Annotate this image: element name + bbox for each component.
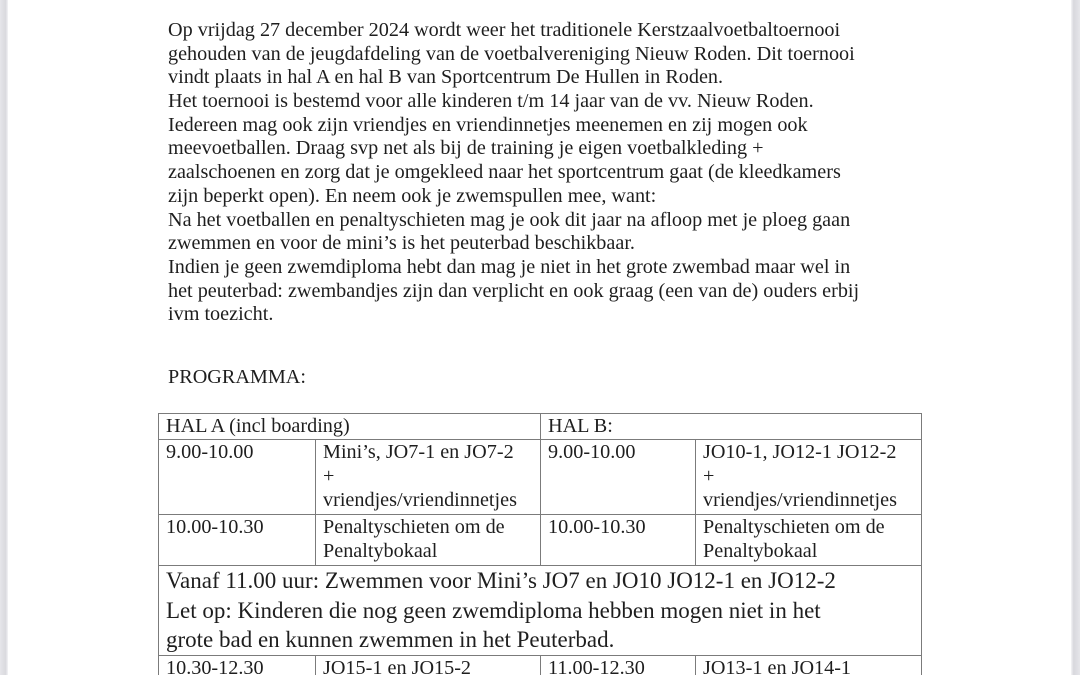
swimming-notice xyxy=(159,566,922,656)
schedule-table xyxy=(158,413,922,675)
notice-line: Let op: Kinderen die nog geen zwemdiploma hebben mogen niet in het xyxy=(166,597,821,623)
viewer-right-edge xyxy=(1071,0,1080,675)
hal-b-teams xyxy=(696,515,922,566)
cell-line: Mini’s, JO7-1 en JO7-2 xyxy=(323,441,514,463)
table-header-row xyxy=(159,414,922,440)
programma-heading: PROGRAMMA: xyxy=(168,366,306,388)
hal-b-teams: JO13-1 en JO14-1 xyxy=(696,655,922,675)
intro-line: vindt plaats in hal A en hal B van Sportcentrum De Hullen in Roden. xyxy=(168,66,724,89)
hal-b-header: HAL B: xyxy=(541,414,922,440)
intro-paragraph xyxy=(168,19,928,327)
hal-a-header: HAL A (incl boarding) xyxy=(159,414,541,440)
table-row xyxy=(159,515,922,566)
hal-a-teams: JO15-1 en JO15-2 xyxy=(316,655,541,675)
hal-b-time: 9.00-10.00 xyxy=(541,440,696,515)
swimming-notice-row xyxy=(159,566,922,656)
cell-line: + xyxy=(703,465,715,487)
cell-line: Penaltybokaal xyxy=(323,540,438,562)
intro-line: zijn beperkt open). En neem ook je zwemspullen mee, want: xyxy=(168,184,657,207)
intro-text xyxy=(168,19,928,327)
table-row xyxy=(159,440,922,515)
intro-line: gehouden van de jeugdafdeling van de voetbalvereniging Nieuw Roden. Dit toernooi xyxy=(168,42,855,65)
intro-line: Indien je geen zwemdiploma hebt dan mag je niet in het grote zwembad maar wel in xyxy=(168,255,851,278)
hal-a-teams xyxy=(316,440,541,515)
cell-line: JO10-1, JO12-1 JO12-2 xyxy=(703,441,897,463)
intro-line: Iedereen mag ook zijn vriendjes en vriendinnetjes meenemen en zij mogen ook xyxy=(168,113,808,136)
intro-line: ivm toezicht. xyxy=(168,303,274,326)
cell-line: vriendjes/vriendinnetjes xyxy=(323,489,517,511)
hal-b-teams xyxy=(696,440,922,515)
hal-a-time: 10.00-10.30 xyxy=(159,515,316,566)
cell-line: Penaltyschieten om de xyxy=(323,516,505,538)
intro-line: het peuterbad: zwembandjes zijn dan verplicht en ook graag (een van de) ouders erbij xyxy=(168,279,860,302)
intro-line: Na het voetballen en penaltyschieten mag je ook dit jaar na afloop met je ploeg gaan xyxy=(168,208,851,231)
intro-line: zwemmen en voor de mini’s is het peuterbad beschikbaar. xyxy=(168,232,635,255)
intro-line: zaalschoenen en zorg dat je omgekleed naar het sportcentrum gaat (de kleedkamers xyxy=(168,161,841,184)
hal-a-time: 10.30-12.30 xyxy=(159,655,316,675)
hal-a-teams xyxy=(316,515,541,566)
viewer-left-edge xyxy=(0,0,8,675)
cell-line: Penaltyschieten om de xyxy=(703,516,885,538)
notice-line: Vanaf 11.00 uur: Zwemmen voor Mini’s JO7 en JO10 JO12-1 en JO12-2 xyxy=(166,568,836,593)
cell-line: Penaltybokaal xyxy=(703,540,818,562)
cell-line: vriendjes/vriendinnetjes xyxy=(703,489,897,511)
notice-line: grote bad en kunnen zwemmen in het Peuterbad. xyxy=(166,627,615,652)
intro-line: meevoetballen. Draag svp net als bij de training je eigen voetbalkleding + xyxy=(168,137,764,160)
intro-line: Op vrijdag 27 december 2024 wordt weer het traditionele Kerstzaalvoetbaltoernooi xyxy=(168,19,841,41)
hal-a-time: 9.00-10.00 xyxy=(159,440,316,515)
hal-b-time: 10.00-10.30 xyxy=(541,515,696,566)
cell-line: + xyxy=(323,465,335,487)
intro-line: Het toernooi is bestemd voor alle kinderen t/m 14 jaar van de vv. Nieuw Roden. xyxy=(168,90,814,113)
table-row xyxy=(159,655,922,675)
hal-b-time: 11.00-12.30 xyxy=(541,655,696,675)
